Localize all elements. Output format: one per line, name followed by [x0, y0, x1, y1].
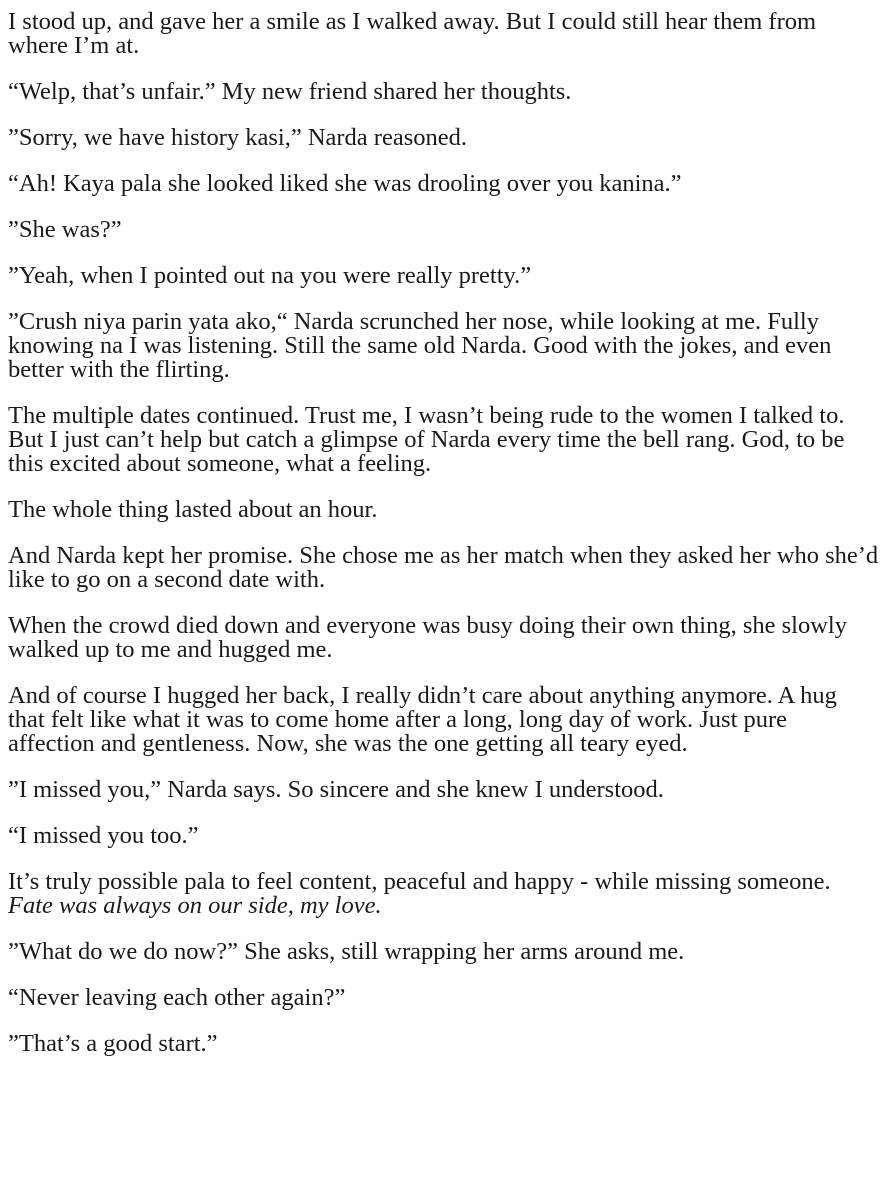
paragraph	[8, 218, 879, 242]
paragraph	[8, 870, 879, 918]
paragraph	[8, 80, 879, 104]
paragraph-text: And of course I hugged her back, I really didn’t care about anything anymore. A hug that felt like what it was to come home after a long, long day of work. Just pure affection and gentleness. Now, she was the one getting all teary eyed.	[8, 682, 837, 757]
paragraph-text: It’s truly possible pala to feel content, peaceful and happy - while missing someone.	[8, 868, 831, 895]
paragraph-text: The multiple dates continued. Trust me, I wasn’t being rude to the women I talked to. But I just can’t help but catch a glimpse of Narda every time the bell rang. God, to be this excited about someone, what a feeling.	[8, 402, 845, 477]
paragraph-text: ”She was?”	[8, 216, 122, 243]
paragraph-italic-text: Fate was always on our side, my love.	[8, 892, 382, 919]
paragraph	[8, 172, 879, 196]
paragraph-text: I stood up, and gave her a smile as I walked away. But I could still hear them from where I’m at.	[8, 8, 817, 59]
paragraph	[8, 10, 879, 58]
paragraph	[8, 404, 879, 476]
paragraph-text: ”Sorry, we have history kasi,” Narda reasoned.	[8, 124, 467, 151]
paragraph-text: “Ah! Kaya pala she looked liked she was drooling over you kanina.”	[8, 170, 682, 197]
paragraph-text: ”Yeah, when I pointed out na you were really pretty.”	[8, 262, 532, 289]
paragraph	[8, 310, 879, 382]
paragraph-text: “Never leaving each other again?”	[8, 984, 346, 1011]
paragraph	[8, 614, 879, 662]
paragraph-text: ”Crush niya parin yata ako,“ Narda scrunched her nose, while looking at me. Fully knowing na I was listening. Still the same old Narda. Good with the jokes, and even better with the flirting.	[8, 308, 832, 383]
paragraph-text: ”I missed you,” Narda says. So sincere and she knew I understood.	[8, 776, 664, 803]
paragraph	[8, 684, 879, 756]
paragraph-text: “Welp, that’s unfair.” My new friend shared her thoughts.	[8, 78, 572, 105]
paragraph	[8, 264, 879, 288]
paragraph-text: And Narda kept her promise. She chose me as her match when they asked her who she’d like to go on a second date with.	[8, 542, 879, 593]
paragraph	[8, 1032, 879, 1056]
paragraph	[8, 824, 879, 848]
paragraph	[8, 986, 879, 1010]
paragraph	[8, 778, 879, 802]
paragraph-text: “I missed you too.”	[8, 822, 199, 849]
paragraph	[8, 126, 879, 150]
paragraph	[8, 498, 879, 522]
paragraph	[8, 940, 879, 964]
paragraph-text: When the crowd died down and everyone was busy doing their own thing, she slowly walked up to me and hugged me.	[8, 612, 847, 663]
paragraph-text: ”That’s a good start.”	[8, 1030, 218, 1057]
paragraph	[8, 544, 879, 592]
paragraph-text: ”What do we do now?” She asks, still wrapping her arms around me.	[8, 938, 685, 965]
paragraph-text: The whole thing lasted about an hour.	[8, 496, 378, 523]
